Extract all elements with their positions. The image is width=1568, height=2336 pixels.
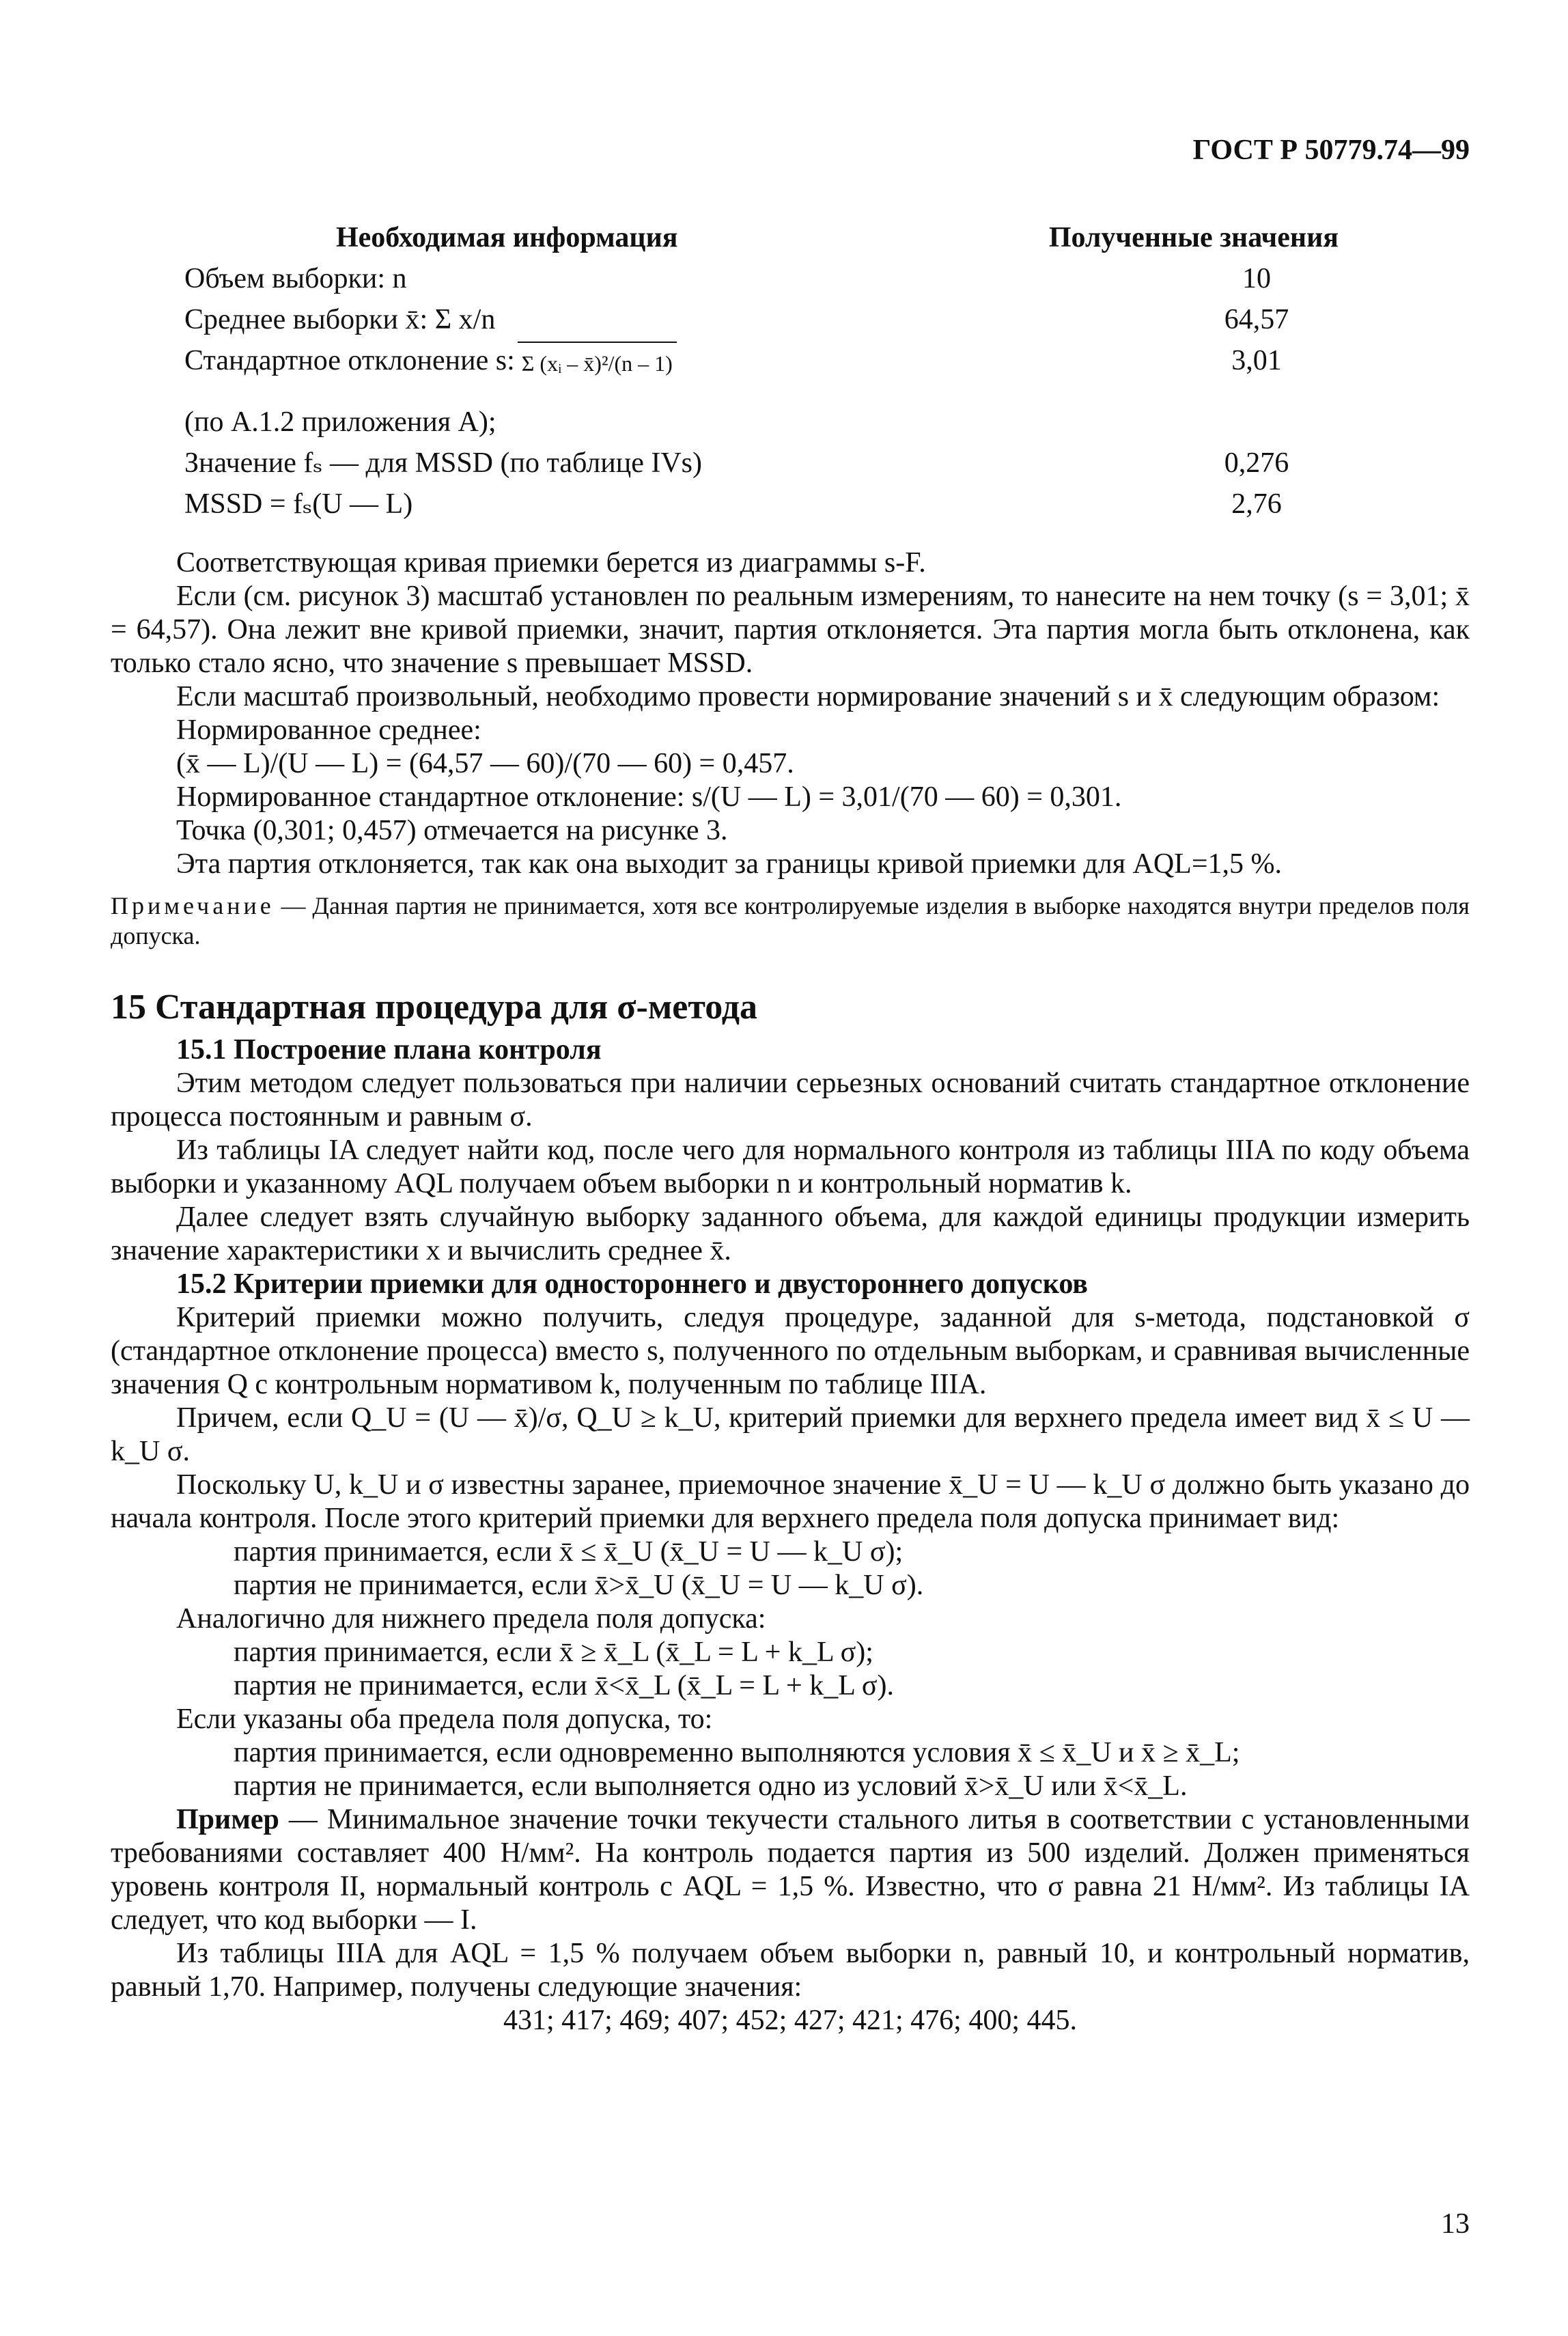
paragraph: Соответствующая кривая приемки берется из диаграммы s-F.: [176, 547, 926, 579]
paragraph: Из таблицы IIIA для AQL = 1,5 % получаем объем выборки n, равный 10, и контрольный норматив, равный 1,70. Например, получены следующие значения:: [111, 1938, 1470, 2003]
paragraph: Критерий приемки можно получить, следуя процедуре, заданной для s-метода, подстановкой σ (стандартное отклонение процесса) вместо s, полученного по отдельным выборкам, и сравнивая вычисленные значения Q с контрольным нормативом k, полученным по таблице IIIA.: [111, 1302, 1470, 1400]
criterion-line: партия принимается, если одновременно выполняются условия x̄ ≤ x̄_U и x̄ ≥ x̄_L;: [234, 1737, 1240, 1768]
note-text: — Данная партия не принимается, хотя все контролируемые изделия в выборке находятся внутри пределов поля допуска.: [111, 892, 1470, 949]
std-dev-label: Стандартное отклонение s:: [184, 345, 515, 376]
paragraph: Нормированное стандартное отклонение: s/(U — L) = 3,01/(70 — 60) = 0,301.: [176, 781, 1122, 813]
col-required-header: Необходимая информация: [336, 222, 678, 253]
paragraph: Аналогично для нижнего предела поля допуска:: [176, 1603, 766, 1635]
criterion-line: партия принимается, если x̄ ≥ x̄_L (x̄_L = L + k_L σ);: [234, 1637, 873, 1668]
paragraph: Причем, если Q_U = (U — x̄)/σ, Q_U ≥ k_U, критерий приемки для верхнего предела имеет вид x̄ ≤ U — k_U σ.: [111, 1402, 1470, 1467]
paragraph: Эта партия отклоняется, так как она выходит за границы кривой приемки для AQL=1,5 %.: [176, 848, 1283, 880]
info-value: 3,01: [1231, 345, 1282, 376]
paragraph: Точка (0,301; 0,457) отмечается на рисунке 3.: [176, 815, 728, 846]
paragraph: Далее следует взять случайную выборку заданного объема, для каждой единицы продукции измерить значение характеристики x и вычислить среднее x̄.: [111, 1201, 1470, 1266]
info-row: [184, 340, 1339, 402]
note: [111, 891, 1470, 951]
criterion-line: партия не принимается, если x̄<x̄_L (x̄_L = L + k_L σ).: [234, 1670, 894, 1701]
info-label: [184, 340, 677, 384]
example-paragraph: [111, 1803, 1470, 1937]
paragraph: Если масштаб произвольный, необходимо провести нормирование значений s и x̄ следующим образом:: [176, 681, 1440, 712]
criterion-line: партия не принимается, если выполняется одно из условий x̄>x̄_U или x̄<x̄_L.: [234, 1770, 1188, 1802]
paragraph: Нормированное среднее:: [176, 714, 481, 746]
example-text: — Минимальное значение точки текучести стального литья в соответствии с установленными требованиями составляет 400 Н/мм². На контроль подается партия из 500 изделий. Должен применяться уровень контроля II, нормальный контроль с AQL = 1,5 %. Известно, что σ равна 21 Н/мм². Из таблицы IA следует, что код выборки — I.: [111, 1804, 1470, 1936]
info-value: 10: [1242, 263, 1271, 294]
info-label: MSSD = fₛ(U — L): [184, 488, 413, 520]
example-label: Пример: [176, 1804, 279, 1835]
standard-code: ГОСТ Р 50779.74—99: [1192, 135, 1470, 166]
body-text: [111, 546, 1470, 2038]
note-label: Примечание: [111, 892, 275, 919]
paragraph: Из таблицы IA следует найти код, после чего для нормального контроля из таблицы IIIA по коду объема выборки и указанному AQL получаем объем выборки n и контрольный норматив k.: [111, 1135, 1470, 1199]
info-table: [184, 217, 1339, 525]
info-value: 64,57: [1224, 304, 1289, 335]
info-row: [184, 443, 1339, 484]
info-row: [184, 299, 1339, 340]
info-row: [184, 258, 1339, 299]
values-line: 431; 417; 469; 407; 452; 427; 421; 476; 400; 445.: [503, 2005, 1078, 2036]
criterion-line: партия не принимается, если x̄>x̄_U (x̄_U = U — k_U σ).: [234, 1570, 924, 1601]
section-heading: 15 Стандартная процедура для σ-метода: [111, 988, 758, 1027]
info-label: Среднее выборки x̄: Σ x/n: [184, 304, 496, 335]
paragraph: Этим методом следует пользоваться при наличии серьезных оснований считать стандартное отклонение процесса постоянным и равным σ.: [111, 1068, 1470, 1132]
info-row: [184, 402, 1339, 443]
info-table-header: [184, 217, 1339, 258]
info-label: (по А.1.2 приложения А);: [184, 406, 496, 438]
page-number: 13: [1441, 2208, 1470, 2240]
col-obtained-header: Полученные значения: [1048, 222, 1339, 253]
info-label: Значение fₛ — для MSSD (по таблице IVs): [184, 447, 703, 479]
info-label: Объем выборки: n: [184, 263, 407, 294]
sqrt-formula: Σ (xᵢ – x̄)²/(n – 1): [518, 342, 677, 384]
info-value: 2,76: [1231, 488, 1282, 520]
subsection-heading: 15.1 Построение плана контроля: [176, 1034, 602, 1066]
paragraph: Если (см. рисунок 3) масштаб установлен по реальным измерениям, то нанесите на нем точку (s = 3,01; x̄ = 64,57). Она лежит вне кривой приемки, значит, партия отклоняется. Эта партия могла быть отклонена, как только стало ясно, что значение s превышает MSSD.: [111, 581, 1470, 679]
criterion-line: партия принимается, если x̄ ≤ x̄_U (x̄_U = U — k_U σ);: [234, 1536, 904, 1568]
info-row: [184, 484, 1339, 525]
paragraph: Поскольку U, k_U и σ известны заранее, приемочное значение x̄_U = U — k_U σ должно быть указано до начала контроля. После этого критерий приемки для верхнего предела поля допуска принимает вид:: [111, 1469, 1470, 1534]
paragraph: Если указаны оба предела поля допуска, то:: [176, 1704, 713, 1735]
formula-line: (x̄ — L)/(U — L) = (64,57 — 60)/(70 — 60) = 0,457.: [176, 748, 794, 779]
subsection-heading: 15.2 Критерии приемки для одностороннего и двустороннего допусков: [176, 1268, 1088, 1300]
info-value: 0,276: [1224, 447, 1289, 479]
